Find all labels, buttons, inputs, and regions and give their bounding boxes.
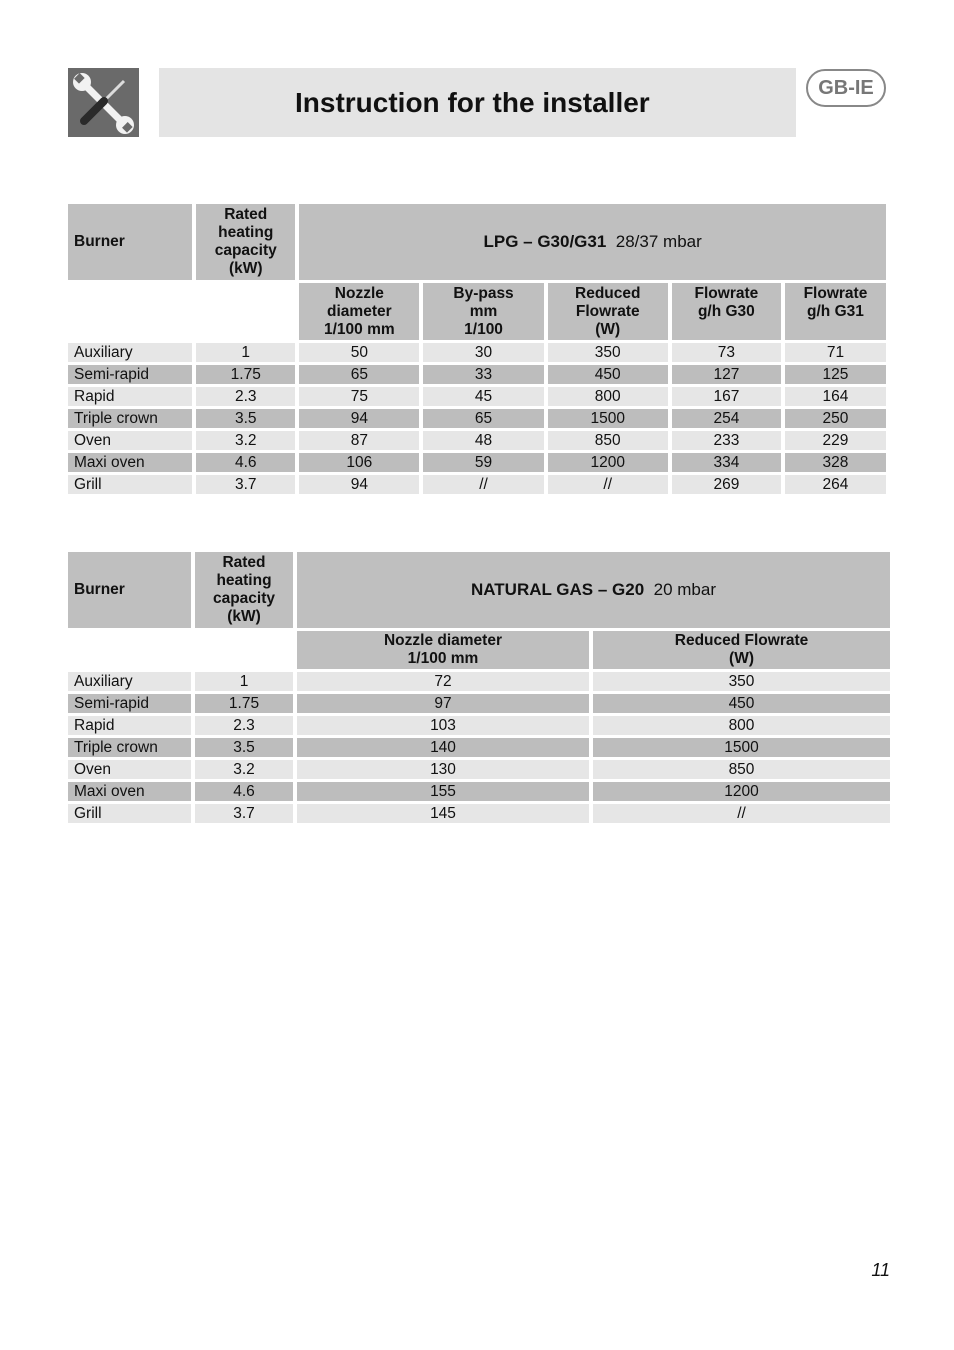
gas-pressure: 20 mbar [653,580,717,599]
value-cell: 65 [423,409,543,428]
capacity-cell: 1.75 [195,694,293,713]
empty-cell [68,283,295,340]
burner-name-cell: Maxi oven [68,453,192,472]
gas-pressure: 28/37 mbar [615,232,702,251]
table-row [68,453,886,472]
value-cell: 250 [785,409,886,428]
flowrate-g31-header: Flowrate g/h G31 [785,283,886,340]
value-cell: 50 [299,343,419,362]
page-title: Instruction for the installer [295,86,650,118]
value-cell: 75 [299,387,419,406]
table-row [68,782,890,801]
burner-header: Burner [68,204,192,280]
value-cell: 850 [548,431,668,450]
burner-name-cell: Maxi oven [68,782,191,801]
burner-name-cell: Auxiliary [68,672,191,691]
natural-gas-table [64,549,894,826]
capacity-cell: 3.5 [196,409,295,428]
gas-name: LPG – G30/G31 [483,232,607,251]
value-cell: 1200 [548,453,668,472]
table-row [68,694,890,713]
value-cell: 33 [423,365,543,384]
value-cell: 450 [593,694,890,713]
burner-name-cell: Rapid [68,716,191,735]
burner-name-cell: Triple crown [68,738,191,757]
capacity-header: Rated heating capacity (kW) [195,552,293,628]
burner-name-cell: Grill [68,804,191,823]
region-badge: GB-IE [806,69,886,107]
capacity-cell: 3.7 [196,475,295,494]
value-cell: 73 [672,343,781,362]
page-number: 11 [871,1260,890,1280]
value-cell: 45 [423,387,543,406]
table-row [68,343,886,362]
table-row [68,475,886,494]
value-cell: 164 [785,387,886,406]
nozzle-diameter-header: Nozzle diameter 1/100 mm [297,631,589,669]
capacity-header: Rated heating capacity (kW) [196,204,295,280]
capacity-cell: 3.5 [195,738,293,757]
value-cell: 229 [785,431,886,450]
flowrate-g30-header: Flowrate g/h G30 [672,283,781,340]
capacity-cell: 2.3 [195,716,293,735]
value-cell: 800 [593,716,890,735]
capacity-cell: 4.6 [195,782,293,801]
value-cell: // [423,475,543,494]
gas-type-header [297,552,890,628]
title-band [159,68,796,137]
tools-icon [68,68,139,137]
value-cell: 269 [672,475,781,494]
capacity-cell: 2.3 [196,387,295,406]
table-row [68,804,890,823]
value-cell: 155 [297,782,589,801]
value-cell: 1500 [593,738,890,757]
value-cell: 65 [299,365,419,384]
burner-name-cell: Triple crown [68,409,192,428]
capacity-cell: 1.75 [196,365,295,384]
value-cell: 254 [672,409,781,428]
capacity-cell: 3.7 [195,804,293,823]
gas-name: NATURAL GAS – G20 [471,580,645,599]
value-cell: 800 [548,387,668,406]
capacity-cell: 3.2 [196,431,295,450]
burner-header: Burner [68,552,191,628]
capacity-cell: 3.2 [195,760,293,779]
value-cell: 94 [299,475,419,494]
value-cell: 72 [297,672,589,691]
value-cell: 71 [785,343,886,362]
value-cell: 233 [672,431,781,450]
table-row [68,760,890,779]
reduced-flowrate-header: Reduced Flowrate (W) [593,631,890,669]
empty-cell [68,631,293,669]
table-row [68,431,886,450]
value-cell: 125 [785,365,886,384]
value-cell: 97 [297,694,589,713]
burner-name-cell: Oven [68,760,191,779]
value-cell: 850 [593,760,890,779]
capacity-cell: 1 [195,672,293,691]
value-cell: 140 [297,738,589,757]
value-cell: 145 [297,804,589,823]
table-row [68,365,886,384]
table-row [68,409,886,428]
value-cell: 1500 [548,409,668,428]
value-cell: 350 [593,672,890,691]
capacity-cell: 1 [196,343,295,362]
value-cell: 1200 [593,782,890,801]
burner-name-cell: Semi-rapid [68,365,192,384]
value-cell: // [548,475,668,494]
value-cell: 94 [299,409,419,428]
table-row [68,672,890,691]
bypass-header: By-pass mm 1/100 [423,283,543,340]
value-cell: 130 [297,760,589,779]
value-cell: 59 [423,453,543,472]
value-cell: 106 [299,453,419,472]
table-row [68,738,890,757]
value-cell: 48 [423,431,543,450]
value-cell: 264 [785,475,886,494]
burner-name-cell: Auxiliary [68,343,192,362]
burner-name-cell: Rapid [68,387,192,406]
value-cell: 350 [548,343,668,362]
value-cell: 87 [299,431,419,450]
value-cell: // [593,804,890,823]
capacity-cell: 4.6 [196,453,295,472]
table-row [68,716,890,735]
value-cell: 103 [297,716,589,735]
value-cell: 328 [785,453,886,472]
gas-type-header [299,204,886,280]
lpg-table [64,201,890,497]
burner-name-cell: Semi-rapid [68,694,191,713]
table-row [68,387,886,406]
burner-name-cell: Grill [68,475,192,494]
nozzle-diameter-header: Nozzle diameter 1/100 mm [299,283,419,340]
value-cell: 450 [548,365,668,384]
value-cell: 334 [672,453,781,472]
value-cell: 127 [672,365,781,384]
reduced-flowrate-header: Reduced Flowrate (W) [548,283,668,340]
burner-name-cell: Oven [68,431,192,450]
value-cell: 30 [423,343,543,362]
value-cell: 167 [672,387,781,406]
